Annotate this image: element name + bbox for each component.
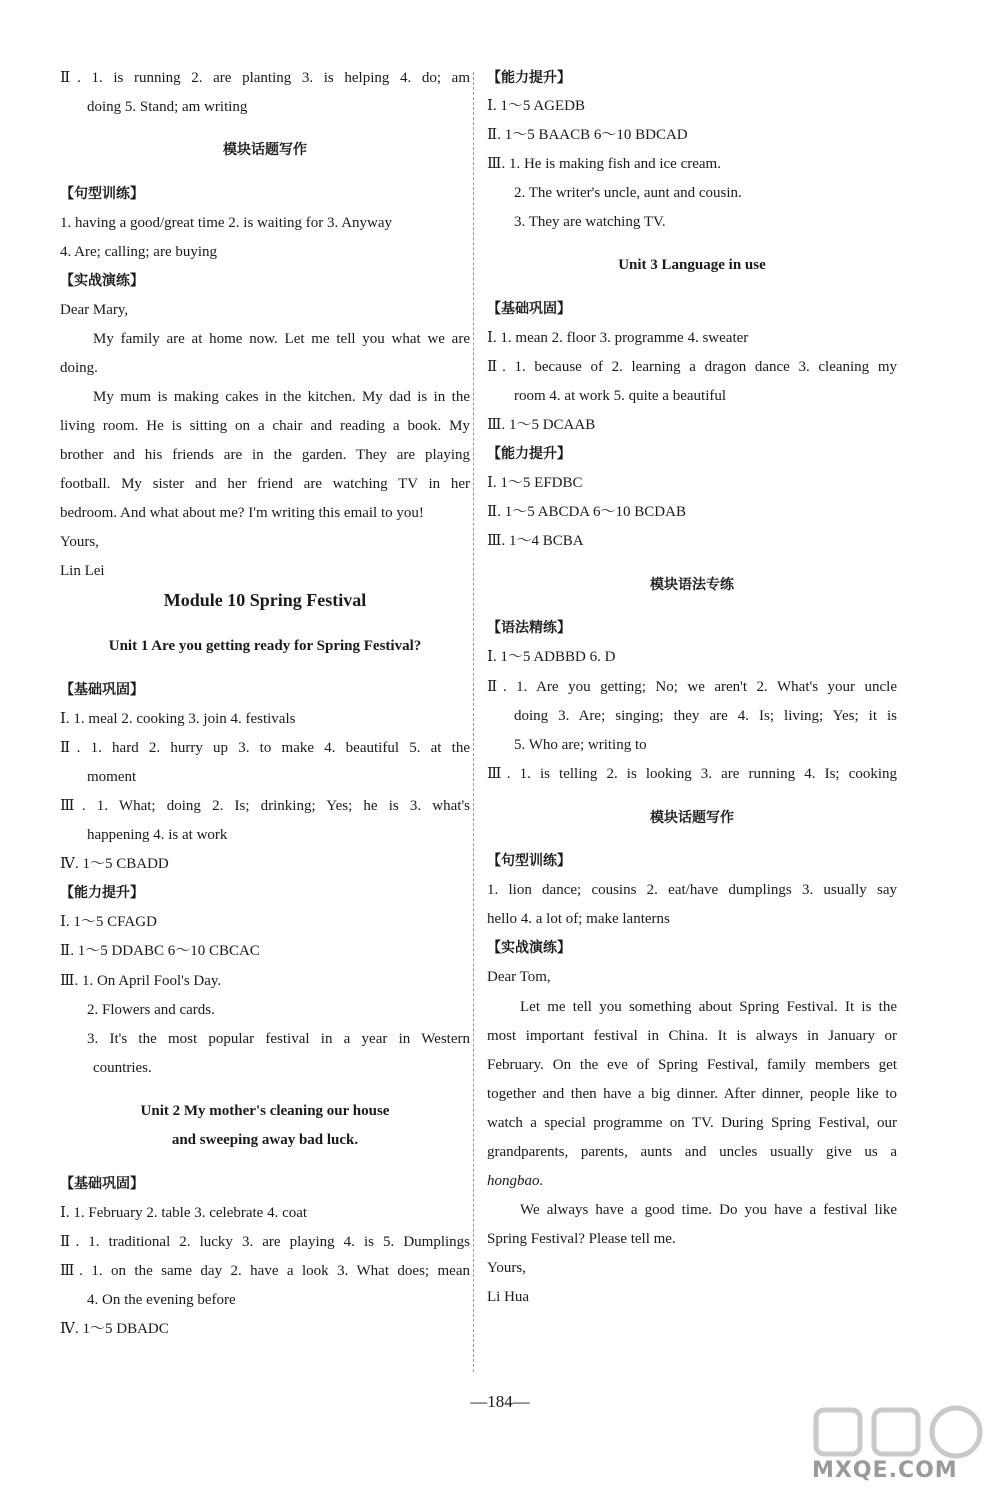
left-line: Yours, xyxy=(60,534,99,550)
right-line: 【句型训练】 xyxy=(487,853,571,869)
left-line: football. My sister and her friend are watching TV in her xyxy=(60,476,470,492)
right-line: hello 4. a lot of; make lanterns xyxy=(487,911,670,927)
right-line: Ⅰ. 1～5 AGEDB xyxy=(487,98,586,114)
left-line: Lin Lei xyxy=(60,563,105,579)
right-line: grandparents, parents, aunts and uncles usually give us a xyxy=(487,1144,897,1160)
right-line: Ⅰ. 1. mean 2. floor 3. programme 4. sweater xyxy=(487,330,749,346)
left-line: 3. It's the most popular festival in a year in Western xyxy=(87,1031,470,1047)
right-line: 【能力提升】 xyxy=(487,70,571,86)
left-line: happening 4. is at work xyxy=(87,827,228,843)
left-line: 【能力提升】 xyxy=(60,885,144,901)
right-line: Ⅲ. 1～4 BCBA xyxy=(487,533,584,549)
left-line: and sweeping away bad luck. xyxy=(171,1132,359,1148)
left-line: 模块话题写作 xyxy=(223,142,307,158)
left-line: My mum is making cakes in the kitchen. My dad is in the xyxy=(93,389,470,405)
left-line: 【实战演练】 xyxy=(60,273,144,289)
right-line: Ⅲ. 1. He is making fish and ice cream. xyxy=(487,156,721,172)
right-line: Li Hua xyxy=(487,1289,530,1305)
right-line: Ⅱ. 1. Are you getting; No; we aren't 2. What's your uncle xyxy=(487,679,897,695)
right-line: Yours, xyxy=(487,1260,526,1276)
right-line: 模块话题写作 xyxy=(650,810,734,826)
left-line: doing 5. Stand; am writing xyxy=(87,99,248,115)
left-line: My family are at home now. Let me tell you what we are xyxy=(93,331,470,347)
right-line: Ⅲ. 1～5 DCAAB xyxy=(487,417,596,433)
right-line: February. On the eve of Spring Festival, family members get xyxy=(487,1057,897,1073)
right-line: Spring Festival? Please tell me. xyxy=(487,1231,676,1247)
right-line: 【实战演练】 xyxy=(487,940,571,956)
right-line: 模块语法专练 xyxy=(650,577,734,593)
left-line: Ⅱ. 1. traditional 2. lucky 3. are playing 4. is 5. Dumplings xyxy=(60,1234,470,1250)
left-line: Ⅰ. 1. February 2. table 3. celebrate 4. coat xyxy=(60,1205,308,1221)
right-line: 1. lion dance; cousins 2. eat/have dumplings 3. usually say xyxy=(487,882,897,898)
right-line: 2. The writer's uncle, aunt and cousin. xyxy=(514,185,742,201)
left-line: 4. On the evening before xyxy=(87,1292,236,1308)
right-line: Ⅱ. 1. because of 2. learning a dragon dance 3. cleaning my xyxy=(487,359,897,375)
left-line: Ⅱ. 1. hard 2. hurry up 3. to make 4. beautiful 5. at the xyxy=(60,740,470,756)
left-line: countries. xyxy=(93,1060,152,1076)
right-line: doing 3. Are; singing; they are 4. Is; living; Yes; it is xyxy=(514,708,897,724)
left-line: bedroom. And what about me? I'm writing this email to you! xyxy=(60,505,424,521)
right-line: 5. Who are; writing to xyxy=(514,737,647,753)
left-line: Unit 2 My mother's cleaning our house xyxy=(140,1103,390,1119)
right-line: together and then have a big dinner. After dinner, people like to xyxy=(487,1086,897,1102)
right-line: Dear Tom, xyxy=(487,969,551,985)
right-line: Ⅰ. 1～5 EFDBC xyxy=(487,475,583,491)
left-line: 2. Flowers and cards. xyxy=(87,1002,215,1018)
left-line: brother and his friends are in the garden. They are playing xyxy=(60,447,470,463)
left-line: Ⅳ. 1～5 DBADC xyxy=(60,1321,169,1337)
right-line: 【基础巩固】 xyxy=(487,301,571,317)
left-line: Ⅲ. 1. on the same day 2. have a look 3. What does; mean xyxy=(60,1263,470,1279)
right-line: most important festival in China. It is always in January or xyxy=(487,1028,897,1044)
left-line: 4. Are; calling; are buying xyxy=(60,244,218,260)
watermark-site-text: MXQE.COM xyxy=(812,1458,958,1483)
right-line: Ⅰ. 1～5 ADBBD 6. D xyxy=(487,649,616,665)
left-line: Ⅰ. 1～5 CFAGD xyxy=(60,914,157,930)
left-line: 【基础巩固】 xyxy=(60,682,144,698)
left-line: 【基础巩固】 xyxy=(60,1176,144,1192)
left-line: 1. having a good/great time 2. is waiting for 3. Anyway xyxy=(60,215,393,231)
right-line: Ⅱ. 1～5 ABCDA 6～10 BCDAB xyxy=(487,504,686,520)
right-line: room 4. at work 5. quite a beautiful xyxy=(514,388,727,404)
left-line: Dear Mary, xyxy=(60,302,129,318)
left-line: Module 10 Spring Festival xyxy=(163,590,367,610)
right-line: Ⅲ. 1. is telling 2. is looking 3. are running 4. Is; cooking xyxy=(487,766,897,782)
left-line: moment xyxy=(87,769,137,785)
right-line: watch a special programme on TV. During Spring Festival, our xyxy=(487,1115,897,1131)
page-number: —184— xyxy=(470,1392,530,1411)
left-line: Ⅳ. 1～5 CBADD xyxy=(60,856,169,872)
right-line: 【能力提升】 xyxy=(487,446,571,462)
right-line: 3. They are watching TV. xyxy=(514,214,666,230)
right-line: We always have a good time. Do you have a festival like xyxy=(520,1202,897,1218)
left-line: Ⅰ. 1. meal 2. cooking 3. join 4. festivals xyxy=(60,711,296,727)
left-line: Ⅲ. 1. What; doing 2. Is; drinking; Yes; he is 3. what's xyxy=(60,798,470,814)
right-line: Ⅱ. 1～5 BAACB 6～10 BDCAD xyxy=(487,127,688,143)
left-line: doing. xyxy=(60,360,98,376)
right-line: Let me tell you something about Spring Festival. It is the xyxy=(520,999,897,1015)
left-line: Unit 1 Are you getting ready for Spring Festival? xyxy=(108,638,422,654)
left-line: Ⅱ. 1. is running 2. are planting 3. is helping 4. do; am xyxy=(60,70,470,86)
left-line: Ⅲ. 1. On April Fool's Day. xyxy=(60,973,222,989)
right-line: Unit 3 Language in use xyxy=(618,257,766,273)
left-line: 【句型训练】 xyxy=(60,186,144,202)
left-line: Ⅱ. 1～5 DDABC 6～10 CBCAC xyxy=(60,943,260,959)
right-line: 【语法精练】 xyxy=(487,620,571,636)
right-line: hongbao. xyxy=(487,1173,544,1189)
left-line: living room. He is sitting on a chair and reading a book. My xyxy=(60,418,470,434)
column-divider xyxy=(473,72,474,1372)
